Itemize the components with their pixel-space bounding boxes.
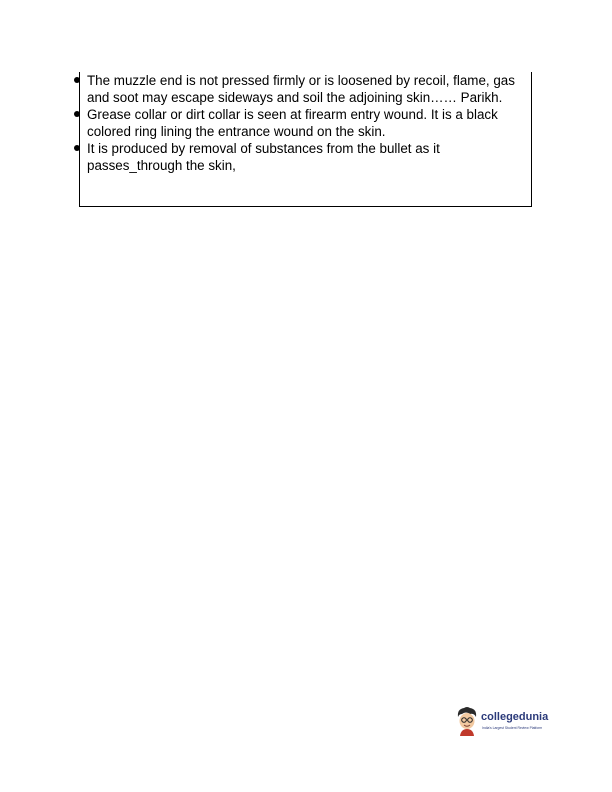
bullet-text: Grease collar or dirt collar is seen at firearm entry wound. It is a black colored ring lining the entrance wound on the skin. xyxy=(87,107,498,139)
logo-tagline: India's Largest Student Review Platform xyxy=(482,726,543,730)
logo-name: collegedunia xyxy=(481,711,549,723)
bullet-text: The muzzle end is not pressed firmly or is loosened by recoil, flame, gas and soot may escape sideways and soil the adjoining skin…… Parikh. xyxy=(87,73,515,105)
bullet-icon xyxy=(74,77,80,83)
bullet-icon xyxy=(74,145,80,151)
bullet-text: It is produced by removal of substances from the bullet as it passes_through the skin, xyxy=(87,141,440,173)
mascot-icon xyxy=(455,706,479,736)
list-item xyxy=(74,140,528,174)
collegedunia-logo xyxy=(455,706,565,738)
bullet-list xyxy=(74,72,528,174)
list-item xyxy=(74,72,528,106)
bullet-icon xyxy=(74,111,80,117)
list-item xyxy=(74,106,528,140)
